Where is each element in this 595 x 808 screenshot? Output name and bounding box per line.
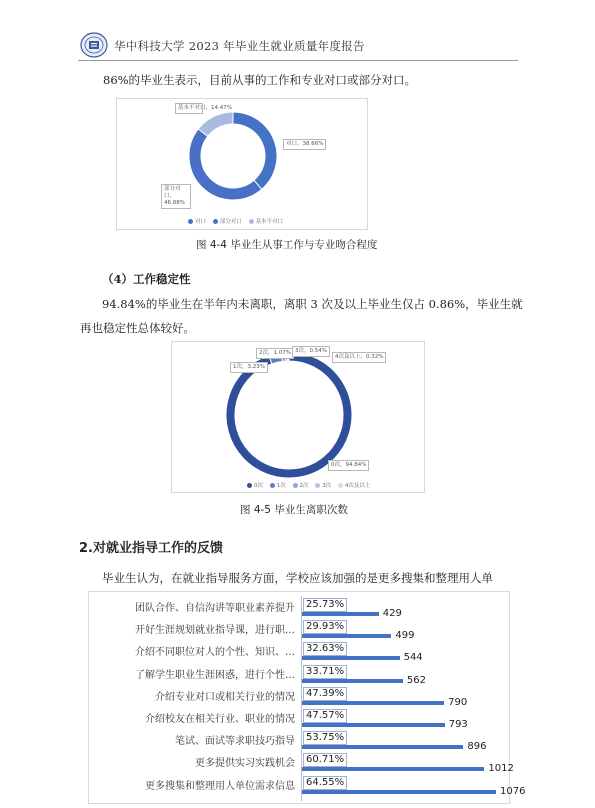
figure-4-5-caption: 图 4-5 毕业生离职次数 [240, 504, 348, 516]
guidance-feedback-bar-chart [88, 591, 526, 804]
bar-count-label: 896 [467, 741, 487, 753]
bar-percent-label: 64.55% [303, 776, 347, 790]
slice-label-0-times: 0次，94.84% [328, 460, 369, 471]
legend-swatch [188, 219, 193, 224]
legend-swatch [247, 483, 252, 488]
bar-category-label: 介绍校友在相关行业、职业的情况 [145, 714, 295, 725]
donut-slice-match [233, 112, 277, 189]
header-divider [78, 60, 518, 61]
bar-category-label: 更多提供实习实践机会 [195, 758, 295, 770]
bar [301, 612, 379, 616]
section-4-paragraph-line2: 再也稳定性总体较好。 [80, 321, 195, 335]
section-2-heading: 2.对就业指导工作的反馈 [79, 541, 223, 556]
bar-category-label: 团队合作、自信沟讲等职业素养提升 [135, 603, 295, 614]
slice-label-basic-mismatch: 基本不对口，14.47% [175, 103, 203, 114]
bar-percent-label: 29.93% [303, 620, 347, 634]
legend-item: 4次及以上 [345, 483, 371, 489]
bar-percent-label: 47.57% [303, 709, 347, 723]
bar-percent-label: 53.75% [303, 731, 347, 745]
bar [301, 656, 400, 660]
slice-label-1-time: 1次，3.23% [230, 362, 268, 373]
bar [301, 723, 445, 727]
section-4-paragraph-line1: 94.84%的毕业生在半年内未离职，离职 3 次及以上毕业生仅占 0.86%，毕业生就 [102, 297, 523, 311]
bar-count-label: 1076 [500, 785, 526, 797]
donut-slice-basic-mismatch [198, 112, 233, 136]
bar-category-label: 更多搜集和整理用人单位需求信息 [145, 780, 295, 792]
bar-percent-label: 32.63% [303, 642, 347, 656]
legend-swatch [213, 219, 218, 224]
legend-item: 3次 [322, 483, 332, 489]
bar [301, 679, 403, 683]
figure-4-4-caption: 图 4-4 毕业生从事工作与专业吻合程度 [196, 239, 378, 251]
bar-percent-label: 60.71% [303, 753, 347, 767]
donut-chart-4-4 [117, 99, 367, 229]
slice-label-partial: 部分对口，46.88% [161, 184, 191, 209]
bar [301, 790, 496, 794]
bar-percent-label: 25.73% [303, 598, 347, 612]
donut-slice-partial [189, 129, 262, 200]
bar-count-label: 499 [395, 630, 415, 642]
slice-label-match: 对口，38.66% [283, 139, 326, 150]
legend-4-4 [183, 217, 283, 225]
legend-swatch [315, 483, 320, 488]
legend-item: 对口 [195, 219, 207, 225]
legend-item: 部分对口 [219, 219, 242, 225]
bar-category-label: 了解学生职业生涯困惑，进行个性… [135, 669, 295, 681]
bar-count-label: 544 [403, 652, 423, 664]
donut-chart-4-5 [172, 342, 424, 492]
bar-chart-plot [89, 592, 526, 803]
bar-category-label: 开好生涯规划就业指导课，进行职… [135, 625, 295, 637]
intro-paragraph: 86%的毕业生表示，目前从事的工作和专业对口或部分对口。 [103, 73, 417, 87]
slice-label-3-times: 3次，0.54% [292, 346, 330, 357]
bar-category-label: 介绍不同职位对人的个性、知识、… [135, 647, 295, 659]
bar-count-label: 793 [448, 719, 468, 730]
slice-label-2-times: 2次，1.07% [256, 348, 294, 359]
bar [301, 701, 444, 705]
figure-4-4-chart [116, 98, 368, 230]
bar-category-label: 介绍专业对口或相关行业的情况 [155, 691, 295, 703]
header-title: 华中科技大学 2023 年毕业生就业质量年度报告 [114, 39, 365, 53]
bar [301, 634, 391, 638]
bar-count-label: 790 [448, 696, 468, 708]
university-logo [80, 32, 108, 58]
legend-item: 2次 [299, 483, 309, 489]
legend-4-5 [242, 481, 371, 489]
bar [301, 767, 484, 771]
slice-label-4-plus-times: 4次及以上，0.32% [332, 352, 386, 363]
bar-category-label: 笔试、面试等求职技巧指导 [175, 736, 295, 748]
legend-swatch [338, 483, 343, 488]
section-2-paragraph: 毕业生认为，在就业指导服务方面，学校应该加强的是更多搜集和整理用人单 [102, 571, 493, 585]
bar [301, 745, 463, 749]
legend-item: 0次 [254, 483, 263, 489]
legend-item: 基本不对口 [255, 219, 284, 225]
bar-count-label: 562 [406, 674, 426, 686]
bar-percent-label: 33.71% [303, 665, 347, 679]
bar-percent-label: 47.39% [303, 687, 347, 701]
bar-count-label: 429 [382, 608, 402, 619]
bar-chart-axis [301, 596, 302, 801]
legend-swatch [249, 219, 254, 224]
bar-count-label: 1012 [488, 763, 514, 775]
legend-swatch [270, 483, 275, 488]
legend-swatch [293, 483, 298, 488]
legend-item: 1次 [276, 483, 286, 489]
section-4-heading: （4）工作稳定性 [102, 272, 191, 286]
figure-4-5-chart [171, 341, 425, 493]
